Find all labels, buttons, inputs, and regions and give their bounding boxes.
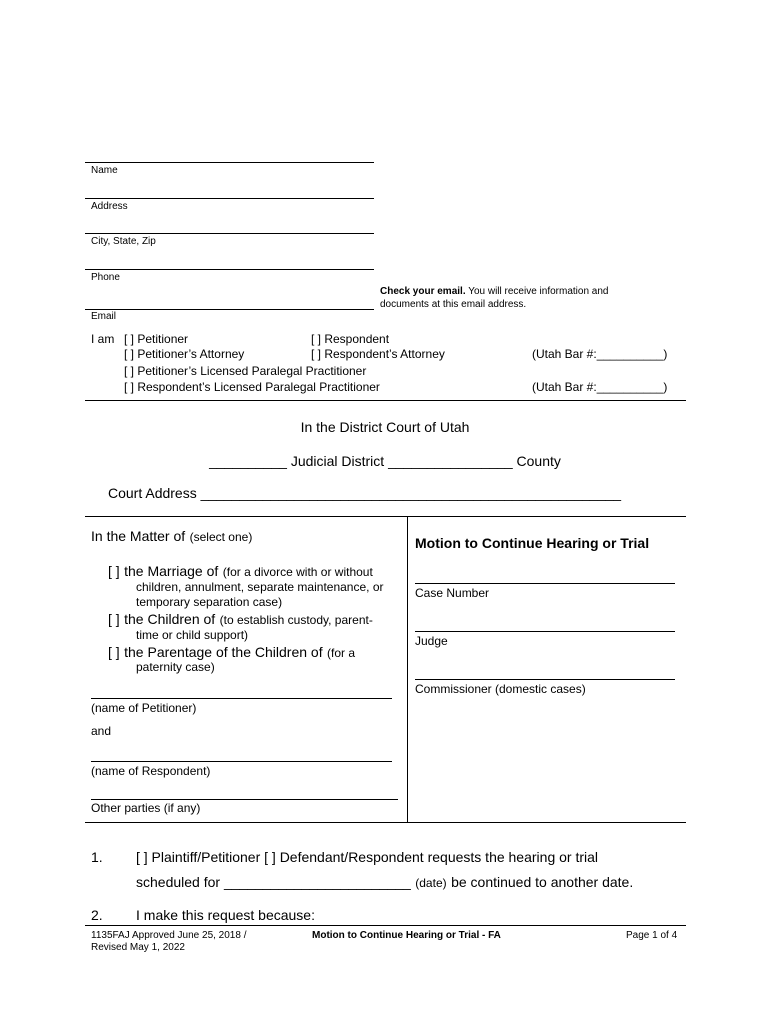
children-note-2: time or child support)	[136, 628, 249, 642]
children-label: the Children of	[124, 611, 216, 627]
children-note: (to establish custody, parent-	[219, 613, 373, 627]
scheduled-for-field[interactable]: scheduled for ________________________	[136, 874, 411, 890]
judge-line[interactable]	[415, 631, 675, 632]
utah-bar-number-2[interactable]: (Utah Bar #:__________)	[532, 380, 668, 394]
petitioner-paralegal-checkbox[interactable]: [ ] Petitioner’s Licensed Paralegal Practitioner	[124, 364, 367, 378]
item-1-text[interactable]: [ ] Plaintiff/Petitioner [ ] Defendant/Respondent requests the hearing or trial	[136, 849, 599, 865]
date-note: (date)	[415, 876, 447, 890]
caption-divider	[407, 516, 408, 823]
footer-page-number: Page 1 of 4	[626, 930, 678, 941]
city-line[interactable]	[85, 233, 374, 234]
matter-heading-note: (select one)	[189, 530, 253, 544]
court-address-line[interactable]: Court Address ______________________________________________________	[108, 485, 622, 501]
i-am-label: I am	[91, 332, 115, 346]
item-2-text: I make this request because:	[136, 907, 315, 923]
commissioner-line[interactable]	[415, 679, 675, 680]
respondent-paralegal-checkbox[interactable]: [ ] Respondent’s Licensed Paralegal Practitioner	[124, 380, 380, 394]
commissioner-label: Commissioner (domestic cases)	[415, 682, 586, 696]
respondent-attorney-checkbox[interactable]: [ ] Respondent’s Attorney	[311, 347, 445, 361]
parentage-note: (for a	[327, 646, 356, 660]
utah-bar-number-1[interactable]: (Utah Bar #:__________)	[532, 347, 668, 361]
email-note-bold: Check your email.	[380, 286, 466, 297]
city-label: City, State, Zip	[91, 236, 156, 247]
petitioner-attorney-checkbox[interactable]: [ ] Petitioner’s Attorney	[124, 347, 245, 361]
and-label: and	[91, 724, 112, 738]
respondent-checkbox[interactable]: [ ] Respondent	[311, 332, 390, 346]
respondent-name-line[interactable]	[91, 761, 392, 762]
item-1-line-2	[136, 874, 633, 892]
section-divider	[85, 400, 686, 401]
judge-label: Judge	[415, 634, 448, 648]
marriage-note-2: children, annulment, separate maintenance, or	[136, 580, 384, 594]
parentage-checkbox[interactable]: [ ]	[108, 644, 120, 660]
marriage-option	[108, 563, 373, 581]
judicial-district-line[interactable]: __________ Judicial District ________________ County	[209, 453, 561, 469]
parentage-note-2: paternity case)	[136, 660, 215, 674]
address-line[interactable]	[85, 198, 374, 199]
footer-title: Motion to Continue Hearing or Trial - FA	[312, 930, 501, 941]
email-label: Email	[91, 311, 117, 322]
marriage-note: (for a divorce with or without	[222, 565, 373, 579]
case-number-label: Case Number	[415, 586, 490, 600]
matter-heading	[91, 528, 252, 546]
matter-heading-text: In the Matter of	[91, 528, 186, 544]
children-option	[108, 611, 373, 629]
case-number-line[interactable]	[415, 583, 675, 584]
email-line[interactable]	[85, 309, 374, 310]
marriage-note-3: temporary separation case)	[136, 595, 283, 609]
email-note-text: You will receive information and documents at this email address.	[380, 286, 609, 310]
parentage-label: the Parentage of the Children of	[124, 644, 323, 660]
footer-form-id: 1135FAJ Approved June 25, 2018 /	[91, 930, 247, 941]
marriage-checkbox[interactable]: [ ]	[108, 563, 120, 579]
name-label: Name	[91, 165, 118, 176]
footer-revised: Revised May 1, 2022	[91, 942, 185, 953]
petitioner-name-label: (name of Petitioner)	[91, 701, 197, 715]
other-parties-line[interactable]	[91, 799, 398, 800]
item-1-number: 1.	[91, 849, 103, 865]
name-line[interactable]	[85, 162, 374, 163]
item-2-number: 2.	[91, 907, 103, 923]
respondent-name-label: (name of Respondent)	[91, 764, 211, 778]
court-title: In the District Court of Utah	[300, 419, 470, 435]
marriage-label: the Marriage of	[124, 563, 219, 579]
petitioner-checkbox[interactable]: [ ] Petitioner	[124, 332, 189, 346]
petitioner-name-line[interactable]	[91, 698, 392, 699]
footer-divider	[85, 925, 686, 926]
address-label: Address	[91, 201, 128, 212]
continued-text: be continued to another date.	[451, 874, 634, 890]
children-checkbox[interactable]: [ ]	[108, 611, 120, 627]
phone-line[interactable]	[85, 269, 374, 270]
caption-top-border	[85, 516, 686, 517]
email-note	[380, 285, 660, 311]
caption-bottom-border	[85, 822, 686, 823]
motion-title: Motion to Continue Hearing or Trial	[415, 535, 650, 551]
other-parties-label: Other parties (if any)	[91, 801, 201, 815]
phone-label: Phone	[91, 272, 120, 283]
